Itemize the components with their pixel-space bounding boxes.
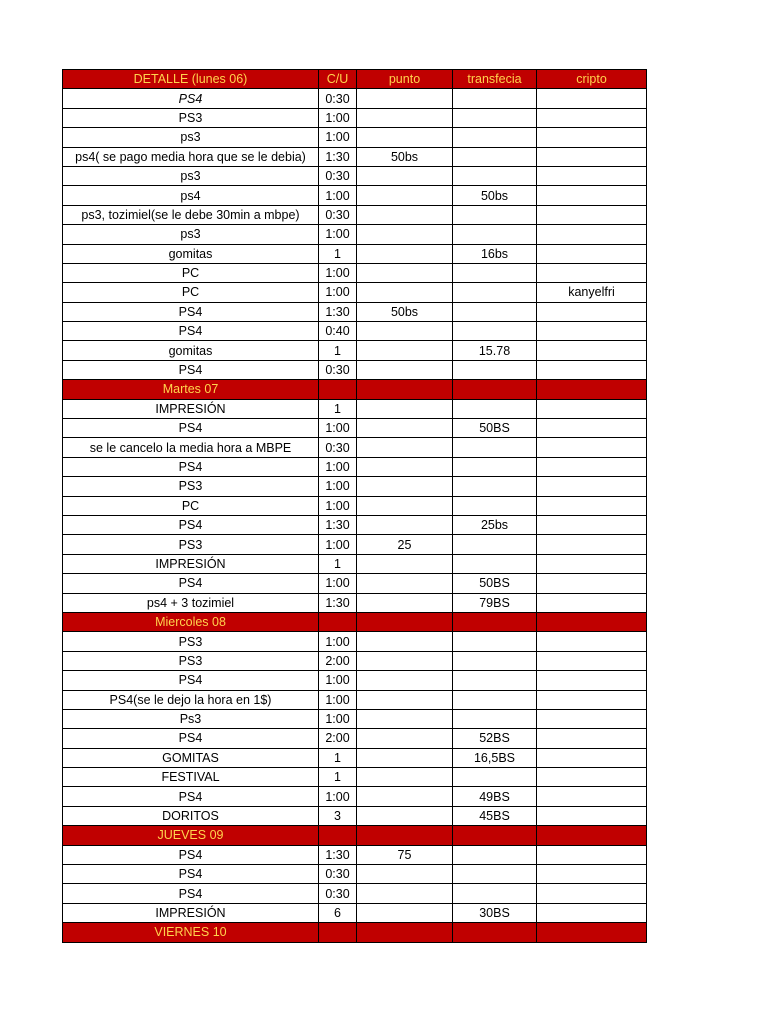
- day-header-row: [63, 923, 647, 942]
- cell-detail[interactable]: PS3: [63, 477, 319, 496]
- cell-cripto[interactable]: [537, 690, 647, 709]
- cell-cu[interactable]: 0:30: [319, 884, 357, 903]
- cell-punto[interactable]: [357, 128, 453, 147]
- header-cell-cu[interactable]: [319, 380, 357, 399]
- cell-cripto[interactable]: [537, 360, 647, 379]
- cell-cu[interactable]: 2:00: [319, 729, 357, 748]
- cell-detail[interactable]: PS4: [63, 845, 319, 864]
- cell-cripto[interactable]: [537, 166, 647, 185]
- cell-detail[interactable]: PS4: [63, 884, 319, 903]
- cell-detail[interactable]: ps3: [63, 128, 319, 147]
- cell-cu[interactable]: 1:00: [319, 632, 357, 651]
- cell-punto[interactable]: [357, 283, 453, 302]
- header-cell-cripto[interactable]: [537, 826, 647, 845]
- cell-punto[interactable]: [357, 593, 453, 612]
- table-row: [63, 632, 647, 651]
- table-row: [63, 322, 647, 341]
- cell-punto[interactable]: [357, 748, 453, 767]
- cell-cripto[interactable]: [537, 147, 647, 166]
- table-row: [63, 787, 647, 806]
- table-row: [63, 477, 647, 496]
- cell-transfecia[interactable]: 25bs: [453, 515, 537, 534]
- table-row: [63, 419, 647, 438]
- cell-cu[interactable]: 1:00: [319, 787, 357, 806]
- table-row: [63, 399, 647, 418]
- table-row: [63, 360, 647, 379]
- cell-detail[interactable]: PS4: [63, 302, 319, 321]
- table-row: [63, 574, 647, 593]
- table-row: [63, 729, 647, 748]
- header-cell-punto[interactable]: [357, 923, 453, 942]
- spreadsheet-body: [63, 70, 647, 943]
- cell-cu[interactable]: 1:00: [319, 496, 357, 515]
- cell-cripto[interactable]: [537, 205, 647, 224]
- day-header-row: [63, 612, 647, 631]
- cell-cu[interactable]: 1:00: [319, 419, 357, 438]
- cell-transfecia[interactable]: [453, 360, 537, 379]
- header-cell-cripto[interactable]: cripto: [537, 70, 647, 89]
- cell-punto[interactable]: [357, 865, 453, 884]
- cell-detail[interactable]: PC: [63, 263, 319, 282]
- table-row: [63, 690, 647, 709]
- header-cell-detail[interactable]: JUEVES 09: [63, 826, 319, 845]
- cell-transfecia[interactable]: [453, 89, 537, 108]
- cell-cu[interactable]: 0:40: [319, 322, 357, 341]
- cell-detail[interactable]: PS4: [63, 419, 319, 438]
- cell-detail[interactable]: PS4: [63, 574, 319, 593]
- cell-cripto[interactable]: [537, 535, 647, 554]
- cell-punto[interactable]: [357, 515, 453, 534]
- cell-detail[interactable]: IMPRESIÓN: [63, 554, 319, 573]
- table-row: [63, 865, 647, 884]
- table-row: [63, 263, 647, 282]
- header-cell-cu[interactable]: [319, 612, 357, 631]
- header-cell-detail[interactable]: DETALLE (lunes 06): [63, 70, 319, 89]
- cell-detail[interactable]: PS4: [63, 360, 319, 379]
- cell-cu[interactable]: 1:00: [319, 186, 357, 205]
- cell-punto[interactable]: [357, 884, 453, 903]
- header-cell-punto[interactable]: [357, 380, 453, 399]
- header-cell-transfecia[interactable]: [453, 923, 537, 942]
- cell-cripto[interactable]: [537, 748, 647, 767]
- table-row: [63, 593, 647, 612]
- cell-detail[interactable]: PC: [63, 283, 319, 302]
- cell-cripto[interactable]: [537, 709, 647, 728]
- table-row: [63, 748, 647, 767]
- table-row: [63, 806, 647, 825]
- cell-detail[interactable]: PS3: [63, 535, 319, 554]
- table-row: [63, 225, 647, 244]
- cell-cu[interactable]: 1:00: [319, 128, 357, 147]
- cell-punto[interactable]: [357, 651, 453, 670]
- cell-transfecia[interactable]: [453, 845, 537, 864]
- cell-cripto[interactable]: [537, 845, 647, 864]
- cell-transfecia[interactable]: 79BS: [453, 593, 537, 612]
- cell-detail[interactable]: PS4(se le dejo la hora en 1$): [63, 690, 319, 709]
- header-cell-cu[interactable]: C/U: [319, 70, 357, 89]
- cell-punto[interactable]: 50bs: [357, 302, 453, 321]
- cell-transfecia[interactable]: 50BS: [453, 574, 537, 593]
- cell-detail[interactable]: PC: [63, 496, 319, 515]
- cell-punto[interactable]: [357, 341, 453, 360]
- cell-punto[interactable]: [357, 690, 453, 709]
- cell-cripto[interactable]: [537, 438, 647, 457]
- header-cell-cripto[interactable]: [537, 612, 647, 631]
- day-header-row: [63, 380, 647, 399]
- cell-cripto[interactable]: [537, 554, 647, 573]
- cell-cu[interactable]: 1:00: [319, 283, 357, 302]
- day-header-row: [63, 826, 647, 845]
- table-row: [63, 671, 647, 690]
- cell-cripto[interactable]: [537, 186, 647, 205]
- table-row: [63, 108, 647, 127]
- cell-cu[interactable]: 3: [319, 806, 357, 825]
- table-row: [63, 89, 647, 108]
- cell-cripto[interactable]: [537, 496, 647, 515]
- cell-punto[interactable]: 75: [357, 845, 453, 864]
- cell-transfecia[interactable]: [453, 205, 537, 224]
- cell-detail[interactable]: se le cancelo la media hora a MBPE: [63, 438, 319, 457]
- cell-cripto[interactable]: [537, 515, 647, 534]
- table-row: [63, 709, 647, 728]
- cell-transfecia[interactable]: [453, 322, 537, 341]
- cell-punto[interactable]: [357, 903, 453, 922]
- cell-cu[interactable]: 1:00: [319, 225, 357, 244]
- cell-cu[interactable]: 0:30: [319, 438, 357, 457]
- cell-cripto[interactable]: [537, 244, 647, 263]
- cell-cu[interactable]: 1: [319, 341, 357, 360]
- cell-punto[interactable]: [357, 787, 453, 806]
- cell-cripto[interactable]: [537, 768, 647, 787]
- table-row: [63, 244, 647, 263]
- cell-detail[interactable]: gomitas: [63, 341, 319, 360]
- header-cell-transfecia[interactable]: transfecia: [453, 70, 537, 89]
- spreadsheet-table: [62, 69, 647, 943]
- cell-cripto[interactable]: [537, 225, 647, 244]
- cell-transfecia[interactable]: [453, 496, 537, 515]
- cell-cripto[interactable]: [537, 302, 647, 321]
- header-cell-punto[interactable]: [357, 826, 453, 845]
- header-cell-detail[interactable]: VIERNES 10: [63, 923, 319, 942]
- cell-detail[interactable]: ps3, tozimiel(se le debe 30min a mbpe): [63, 205, 319, 224]
- cell-punto[interactable]: [357, 632, 453, 651]
- cell-cu[interactable]: 1:00: [319, 690, 357, 709]
- cell-transfecia[interactable]: 16bs: [453, 244, 537, 263]
- cell-cripto[interactable]: [537, 903, 647, 922]
- table-row: [63, 166, 647, 185]
- table-row: [63, 457, 647, 476]
- cell-detail[interactable]: PS3: [63, 108, 319, 127]
- cell-detail[interactable]: ps3: [63, 225, 319, 244]
- header-cell-transfecia[interactable]: [453, 612, 537, 631]
- cell-cripto[interactable]: [537, 322, 647, 341]
- cell-detail[interactable]: DORITOS: [63, 806, 319, 825]
- cell-transfecia[interactable]: 50BS: [453, 419, 537, 438]
- cell-cripto[interactable]: [537, 128, 647, 147]
- cell-detail[interactable]: GOMITAS: [63, 748, 319, 767]
- cell-cripto[interactable]: [537, 89, 647, 108]
- cell-detail[interactable]: PS4: [63, 89, 319, 108]
- cell-transfecia[interactable]: 15.78: [453, 341, 537, 360]
- cell-cripto[interactable]: [537, 729, 647, 748]
- cell-punto[interactable]: [357, 574, 453, 593]
- table-row: [63, 903, 647, 922]
- cell-transfecia[interactable]: [453, 554, 537, 573]
- cell-transfecia[interactable]: 30BS: [453, 903, 537, 922]
- cell-cripto[interactable]: [537, 399, 647, 418]
- cell-transfecia[interactable]: [453, 884, 537, 903]
- cell-cu[interactable]: 1: [319, 399, 357, 418]
- cell-transfecia[interactable]: [453, 651, 537, 670]
- cell-cu[interactable]: 2:00: [319, 651, 357, 670]
- cell-transfecia[interactable]: [453, 709, 537, 728]
- header-cell-cripto[interactable]: [537, 923, 647, 942]
- cell-cu[interactable]: 1:00: [319, 263, 357, 282]
- cell-detail[interactable]: ps4 + 3 tozimiel: [63, 593, 319, 612]
- cell-cu[interactable]: 0:30: [319, 89, 357, 108]
- cell-cripto[interactable]: [537, 341, 647, 360]
- cell-cripto[interactable]: [537, 263, 647, 282]
- cell-detail[interactable]: Ps3: [63, 709, 319, 728]
- cell-cu[interactable]: 6: [319, 903, 357, 922]
- cell-cu[interactable]: 1:00: [319, 477, 357, 496]
- cell-punto[interactable]: [357, 399, 453, 418]
- cell-cu[interactable]: 1: [319, 748, 357, 767]
- cell-cu[interactable]: 1:00: [319, 535, 357, 554]
- header-cell-detail[interactable]: Martes 07: [63, 380, 319, 399]
- table-row: [63, 515, 647, 534]
- cell-cu[interactable]: 1:00: [319, 574, 357, 593]
- cell-cripto[interactable]: [537, 457, 647, 476]
- cell-cu[interactable]: 1:30: [319, 147, 357, 166]
- cell-punto[interactable]: [357, 186, 453, 205]
- cell-cu[interactable]: 1:00: [319, 709, 357, 728]
- cell-detail[interactable]: gomitas: [63, 244, 319, 263]
- cell-punto[interactable]: [357, 322, 453, 341]
- cell-cripto[interactable]: [537, 806, 647, 825]
- cell-detail[interactable]: PS4: [63, 515, 319, 534]
- cell-punto[interactable]: [357, 108, 453, 127]
- cell-transfecia[interactable]: [453, 865, 537, 884]
- cell-transfecia[interactable]: 52BS: [453, 729, 537, 748]
- table-row: [63, 283, 647, 302]
- cell-punto[interactable]: [357, 89, 453, 108]
- cell-transfecia[interactable]: [453, 108, 537, 127]
- cell-punto[interactable]: [357, 671, 453, 690]
- cell-cripto[interactable]: [537, 671, 647, 690]
- cell-detail[interactable]: IMPRESIÓN: [63, 903, 319, 922]
- cell-punto[interactable]: [357, 477, 453, 496]
- cell-cu[interactable]: 1: [319, 554, 357, 573]
- cell-detail[interactable]: PS4: [63, 787, 319, 806]
- table-row: [63, 768, 647, 787]
- cell-transfecia[interactable]: 16,5BS: [453, 748, 537, 767]
- header-cell-transfecia[interactable]: [453, 826, 537, 845]
- cell-cu[interactable]: 1:00: [319, 108, 357, 127]
- cell-detail[interactable]: PS4: [63, 671, 319, 690]
- cell-punto[interactable]: [357, 806, 453, 825]
- cell-cripto[interactable]: kanyelfri: [537, 283, 647, 302]
- cell-transfecia[interactable]: [453, 632, 537, 651]
- cell-punto[interactable]: 50bs: [357, 147, 453, 166]
- cell-transfecia[interactable]: [453, 477, 537, 496]
- cell-detail[interactable]: ps4( se pago media hora que se le debia): [63, 147, 319, 166]
- cell-punto[interactable]: [357, 244, 453, 263]
- cell-detail[interactable]: FESTIVAL: [63, 768, 319, 787]
- cell-punto[interactable]: [357, 709, 453, 728]
- cell-transfecia[interactable]: [453, 128, 537, 147]
- cell-detail[interactable]: PS3: [63, 632, 319, 651]
- cell-detail[interactable]: IMPRESIÓN: [63, 399, 319, 418]
- day-header-row: [63, 70, 647, 89]
- cell-cripto[interactable]: [537, 632, 647, 651]
- cell-cripto[interactable]: [537, 865, 647, 884]
- cell-transfecia[interactable]: [453, 438, 537, 457]
- cell-cripto[interactable]: [537, 593, 647, 612]
- cell-transfecia[interactable]: [453, 457, 537, 476]
- table-row: [63, 205, 647, 224]
- cell-cu[interactable]: 1: [319, 244, 357, 263]
- table-row: [63, 535, 647, 554]
- cell-detail[interactable]: ps4: [63, 186, 319, 205]
- header-cell-punto[interactable]: punto: [357, 70, 453, 89]
- cell-transfecia[interactable]: [453, 671, 537, 690]
- cell-cripto[interactable]: [537, 419, 647, 438]
- table-row: [63, 651, 647, 670]
- cell-transfecia[interactable]: [453, 283, 537, 302]
- cell-cu[interactable]: 1:30: [319, 593, 357, 612]
- table-row: [63, 496, 647, 515]
- table-row: [63, 128, 647, 147]
- header-cell-cripto[interactable]: [537, 380, 647, 399]
- cell-cripto[interactable]: [537, 787, 647, 806]
- table-row: [63, 341, 647, 360]
- cell-punto[interactable]: [357, 496, 453, 515]
- cell-punto[interactable]: [357, 419, 453, 438]
- cell-transfecia[interactable]: [453, 147, 537, 166]
- cell-transfecia[interactable]: [453, 768, 537, 787]
- table-row: [63, 438, 647, 457]
- cell-cu[interactable]: 1:30: [319, 302, 357, 321]
- cell-transfecia[interactable]: [453, 166, 537, 185]
- cell-detail[interactable]: PS4: [63, 457, 319, 476]
- cell-detail[interactable]: PS4: [63, 865, 319, 884]
- cell-punto[interactable]: 25: [357, 535, 453, 554]
- cell-transfecia[interactable]: [453, 263, 537, 282]
- cell-punto[interactable]: [357, 205, 453, 224]
- cell-punto[interactable]: [357, 263, 453, 282]
- cell-cu[interactable]: 1:30: [319, 845, 357, 864]
- cell-transfecia[interactable]: [453, 225, 537, 244]
- cell-cu[interactable]: 0:30: [319, 166, 357, 185]
- cell-cripto[interactable]: [537, 884, 647, 903]
- header-cell-punto[interactable]: [357, 612, 453, 631]
- header-cell-detail[interactable]: Miercoles 08: [63, 612, 319, 631]
- cell-cu[interactable]: 1: [319, 768, 357, 787]
- cell-cripto[interactable]: [537, 574, 647, 593]
- cell-transfecia[interactable]: [453, 535, 537, 554]
- cell-detail[interactable]: ps3: [63, 166, 319, 185]
- table-row: [63, 302, 647, 321]
- header-cell-transfecia[interactable]: [453, 380, 537, 399]
- cell-punto[interactable]: [357, 457, 453, 476]
- cell-transfecia[interactable]: [453, 302, 537, 321]
- cell-transfecia[interactable]: [453, 690, 537, 709]
- cell-cu[interactable]: 1:00: [319, 457, 357, 476]
- cell-cu[interactable]: 0:30: [319, 205, 357, 224]
- cell-punto[interactable]: [357, 225, 453, 244]
- cell-punto[interactable]: [357, 166, 453, 185]
- cell-punto[interactable]: [357, 729, 453, 748]
- cell-transfecia[interactable]: 49BS: [453, 787, 537, 806]
- cell-detail[interactable]: PS4: [63, 729, 319, 748]
- cell-transfecia[interactable]: [453, 399, 537, 418]
- cell-punto[interactable]: [357, 438, 453, 457]
- header-cell-cu[interactable]: [319, 923, 357, 942]
- cell-cripto[interactable]: [537, 108, 647, 127]
- cell-punto[interactable]: [357, 768, 453, 787]
- cell-cu[interactable]: 0:30: [319, 360, 357, 379]
- table-row: [63, 186, 647, 205]
- table-row: [63, 554, 647, 573]
- cell-cu[interactable]: 0:30: [319, 865, 357, 884]
- cell-punto[interactable]: [357, 554, 453, 573]
- cell-transfecia[interactable]: 50bs: [453, 186, 537, 205]
- table-row: [63, 884, 647, 903]
- cell-detail[interactable]: PS3: [63, 651, 319, 670]
- table-row: [63, 845, 647, 864]
- cell-detail[interactable]: PS4: [63, 322, 319, 341]
- cell-cripto[interactable]: [537, 477, 647, 496]
- cell-cripto[interactable]: [537, 651, 647, 670]
- cell-cu[interactable]: 1:00: [319, 671, 357, 690]
- cell-transfecia[interactable]: 45BS: [453, 806, 537, 825]
- table-row: [63, 147, 647, 166]
- header-cell-cu[interactable]: [319, 826, 357, 845]
- cell-punto[interactable]: [357, 360, 453, 379]
- cell-cu[interactable]: 1:30: [319, 515, 357, 534]
